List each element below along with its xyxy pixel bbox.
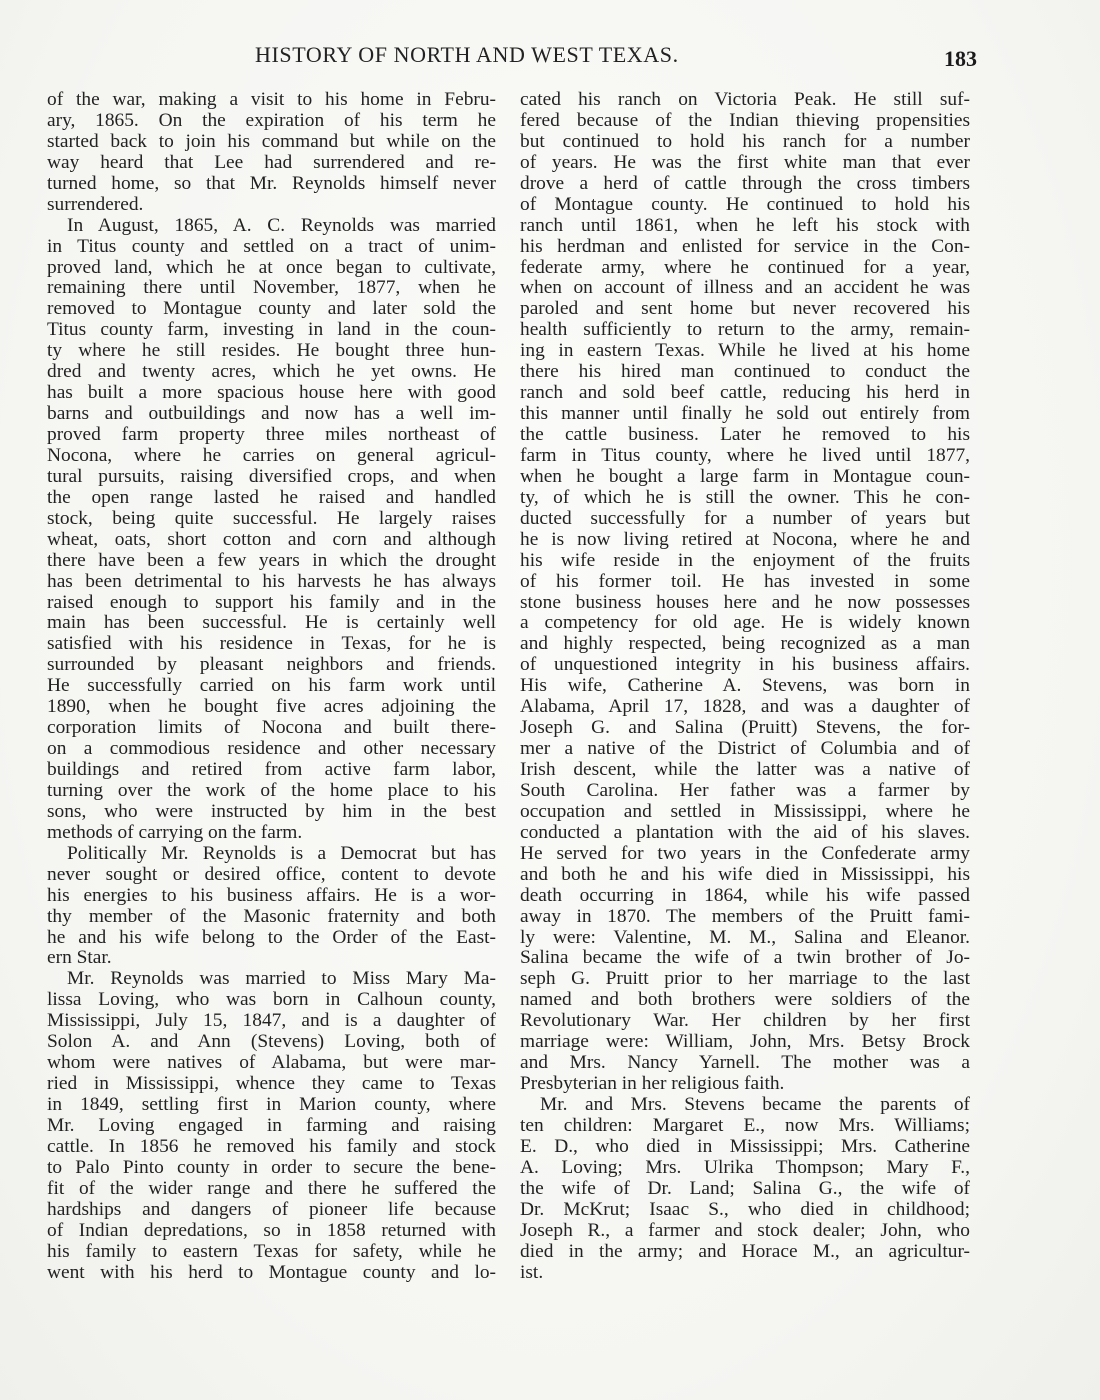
text-line: but continued to hold his ranch for a number: [520, 130, 970, 152]
text-line: health sufficiently to return to the army, remain-: [520, 319, 970, 341]
text-line: went with his herd to Montague county and lo-: [47, 1261, 496, 1283]
text-line: named and both brothers were soldiers of the: [520, 989, 970, 1011]
text-line: ried in Mississippi, whence they came to Texas: [47, 1073, 496, 1095]
text-line: the cattle business. Later he removed to his: [520, 424, 970, 445]
text-line: Politically Mr. Reynolds is a Democrat but has: [67, 842, 496, 864]
text-line: removed to Montague county and later sold the: [47, 298, 496, 320]
text-line: ranch until 1861, when he left his stock with: [520, 214, 970, 236]
text-line: has been detrimental to his harvests he has always: [47, 570, 496, 592]
text-line: Nocona, where he carries on general agricul-: [47, 444, 496, 466]
text-line: Dr. McKrut; Isaac S., who died in childhood;: [520, 1198, 970, 1220]
text-line: federate army, where he continued for a year,: [520, 256, 970, 278]
text-line: of Montague county. He continued to hold his: [520, 193, 970, 215]
text-line: satisfied with his residence in Texas, for he is: [47, 633, 496, 655]
text-line: this manner until finally he sold out entirely from: [520, 403, 970, 425]
text-line: farm in Titus county, where he lived until 1877,: [520, 444, 970, 466]
text-line: wheat, oats, short cotton and corn and although: [47, 528, 496, 550]
text-line: of unquestioned integrity in his business affairs.: [520, 654, 970, 676]
text-line: Mr. Loving engaged in farming and raising: [47, 1114, 496, 1136]
text-line: away in 1870. The members of the Pruitt fami-: [520, 905, 970, 927]
text-line: dred and twenty acres, which he yet owns. He: [47, 361, 496, 383]
text-line: of Indian depredations, so in 1858 returned with: [47, 1219, 496, 1241]
text-line: Mr. Reynolds was married to Miss Mary Ma-: [67, 968, 496, 990]
text-line: Titus county farm, investing in land in the coun-: [47, 319, 496, 341]
text-line: the wife of Dr. Land; Salina G., the wife of: [520, 1177, 970, 1199]
text-line: death occurring in 1864, while his wife passed: [520, 884, 970, 906]
text-line: proved land, which he at once began to cultivate,: [47, 256, 496, 278]
text-line: Mississippi, July 15, 1847, and is a daughter of: [47, 1010, 496, 1032]
text-line: he is now living retired at Nocona, where he and: [520, 528, 970, 550]
text-line: corporation limits of Nocona and built there-: [47, 717, 496, 739]
text-line: 1890, when he bought five acres adjoining the: [47, 696, 496, 718]
text-line: turned home, so that Mr. Reynolds himself never: [47, 172, 496, 194]
text-line: his wife reside in the enjoyment of the fruits: [520, 549, 970, 571]
text-line: remaining there until November, 1877, when he: [47, 277, 496, 299]
text-line: A. Loving; Mrs. Ulrika Thompson; Mary F.,: [520, 1156, 970, 1178]
text-line: drove a herd of cattle through the cross timbers: [520, 172, 970, 194]
text-line: ist.: [520, 1261, 544, 1283]
text-line: there have been a few years in which the drought: [47, 549, 496, 571]
text-line: has built a more spacious house here with good: [47, 382, 496, 404]
text-line: fit of the wider range and there he suffered the: [47, 1177, 496, 1199]
text-line: Alabama, April 17, 1828, and was a daughter of: [520, 696, 970, 718]
text-line: the open range lasted he raised and handled: [47, 486, 496, 508]
text-line: Irish descent, while the latter was a native of: [520, 759, 970, 780]
text-line: cattle. In 1856 he removed his family and stock: [47, 1135, 496, 1157]
text-line: fered because of the Indian thieving propensities: [520, 109, 970, 131]
text-line: Salina became the wife of a twin brother of Jo-: [520, 947, 970, 969]
text-line: main has been successful. He is certainly well: [47, 612, 496, 634]
text-line: E. D., who died in Mississippi; Mrs. Catherine: [520, 1135, 970, 1157]
text-line: He successfully carried on his farm work until: [47, 675, 496, 697]
text-line: and highly respected, being recognized as a man: [520, 633, 970, 655]
text-line: whom were natives of Alabama, but were mar-: [47, 1052, 496, 1074]
text-line: He served for two years in the Confederate army: [520, 842, 970, 864]
text-line: raised enough to support his family and in the: [47, 591, 496, 613]
text-line: to Palo Pinto county in order to secure the bene-: [47, 1156, 496, 1178]
text-line: marriage were: William, John, Mrs. Betsy Brock: [520, 1031, 970, 1053]
text-line: barns and outbuildings and now has a well im-: [47, 403, 496, 425]
text-line: his family to eastern Texas for safety, while he: [47, 1240, 496, 1262]
text-line: on a commodious residence and other necessary: [47, 738, 496, 760]
text-line: a competency for old age. He is widely known: [520, 612, 970, 634]
running-head: [0, 42, 1100, 72]
text-line: seph G. Pruitt prior to her marriage to the last: [520, 968, 970, 990]
text-line: In August, 1865, A. C. Reynolds was married: [67, 214, 496, 236]
text-line: buildings and retired from active farm labor,: [47, 759, 496, 780]
text-line: in Titus county and settled on a tract of unim-: [47, 235, 496, 257]
text-line: stock, being quite successful. He largely raises: [47, 507, 496, 529]
text-line: ary, 1865. On the expiration of his term he: [47, 109, 496, 131]
text-line: Mr. and Mrs. Stevens became the parents of: [540, 1094, 970, 1115]
text-line: ten children: Margaret E., now Mrs. Williams;: [520, 1114, 970, 1136]
text-line: of his former toil. He has invested in some: [520, 570, 970, 592]
text-line: started back to join his command but while on the: [47, 130, 496, 152]
text-line: ranch and sold beef cattle, reducing his herd in: [520, 382, 970, 404]
text-line: hardships and dangers of pioneer life because: [47, 1198, 496, 1220]
text-line: Joseph R., a farmer and stock dealer; John, who: [520, 1219, 970, 1241]
right-text-column: [520, 90, 970, 1283]
left-text-column: [47, 90, 496, 1283]
text-line: sons, who were instructed by him in the best: [47, 800, 496, 822]
text-line: died in the army; and Horace M., an agricultur-: [520, 1240, 970, 1262]
text-line: Joseph G. and Salina (Pruitt) Stevens, the for-: [520, 717, 970, 739]
text-line: occupation and settled in Mississippi, where he: [520, 800, 970, 822]
text-line: ing in eastern Texas. While he lived at his home: [520, 340, 970, 362]
text-line: surrendered.: [47, 193, 144, 215]
text-line: he and his wife belong to the Order of the East-: [47, 926, 496, 948]
text-line: methods of carrying on the farm.: [47, 821, 303, 843]
text-line: of the war, making a visit to his home in Febru-: [47, 89, 496, 110]
text-line: South Carolina. Her father was a farmer by: [520, 779, 970, 801]
text-line: turning over the work of the home place to his: [47, 779, 496, 801]
text-line: ly were: Valentine, M. M., Salina and Eleanor.: [520, 926, 970, 948]
text-line: proved farm property three miles northeast of: [47, 424, 496, 445]
text-line: surrounded by pleasant neighbors and friends.: [47, 654, 496, 676]
text-line: stone business houses here and he now possesses: [520, 591, 970, 613]
text-line: when on account of illness and an accident he was: [520, 277, 970, 299]
text-line: Solon A. and Ann (Stevens) Loving, both of: [47, 1031, 496, 1053]
text-line: tural pursuits, raising diversified crops, and when: [47, 465, 496, 487]
text-line: cated his ranch on Victoria Peak. He still suf-: [520, 89, 970, 110]
text-line: ty, of which he is still the owner. This he con-: [520, 486, 970, 508]
text-line: paroled and sent home but never recovered his: [520, 298, 970, 320]
page-number: 183: [944, 46, 977, 71]
text-line: and Mrs. Nancy Yarnell. The mother was a: [520, 1052, 970, 1074]
text-line: thy member of the Masonic fraternity and both: [47, 905, 496, 927]
text-line: Presbyterian in her religious faith.: [520, 1073, 785, 1095]
text-line: conducted a plantation with the aid of his slaves.: [520, 821, 970, 843]
text-line: never sought or desired office, content to devote: [47, 863, 496, 885]
text-line: and both he and his wife died in Mississippi, his: [520, 863, 970, 885]
running-title: HISTORY OF NORTH AND WEST TEXAS.: [255, 42, 679, 67]
text-line: there his hired man continued to conduct the: [520, 361, 970, 383]
text-line: ducted successfully for a number of years but: [520, 507, 970, 529]
text-line: his energies to his business affairs. He is a wor-: [47, 884, 496, 906]
text-line: in 1849, settling first in Marion county, where: [47, 1094, 496, 1115]
text-line: lissa Loving, who was born in Calhoun county,: [47, 989, 496, 1011]
text-line: ty where he still resides. He bought three hun-: [47, 340, 496, 362]
text-line: mer a native of the District of Columbia and of: [520, 738, 970, 760]
text-line: His wife, Catherine A. Stevens, was born in: [520, 675, 970, 697]
text-line: of years. He was the first white man that ever: [520, 151, 970, 173]
text-line: when he bought a large farm in Montague coun-: [520, 465, 970, 487]
text-line: ern Star.: [47, 947, 112, 969]
text-line: Revolutionary War. Her children by her first: [520, 1010, 970, 1032]
text-line: way heard that Lee had surrendered and re-: [47, 151, 496, 173]
text-line: his herdman and enlisted for service in the Con-: [520, 235, 970, 257]
